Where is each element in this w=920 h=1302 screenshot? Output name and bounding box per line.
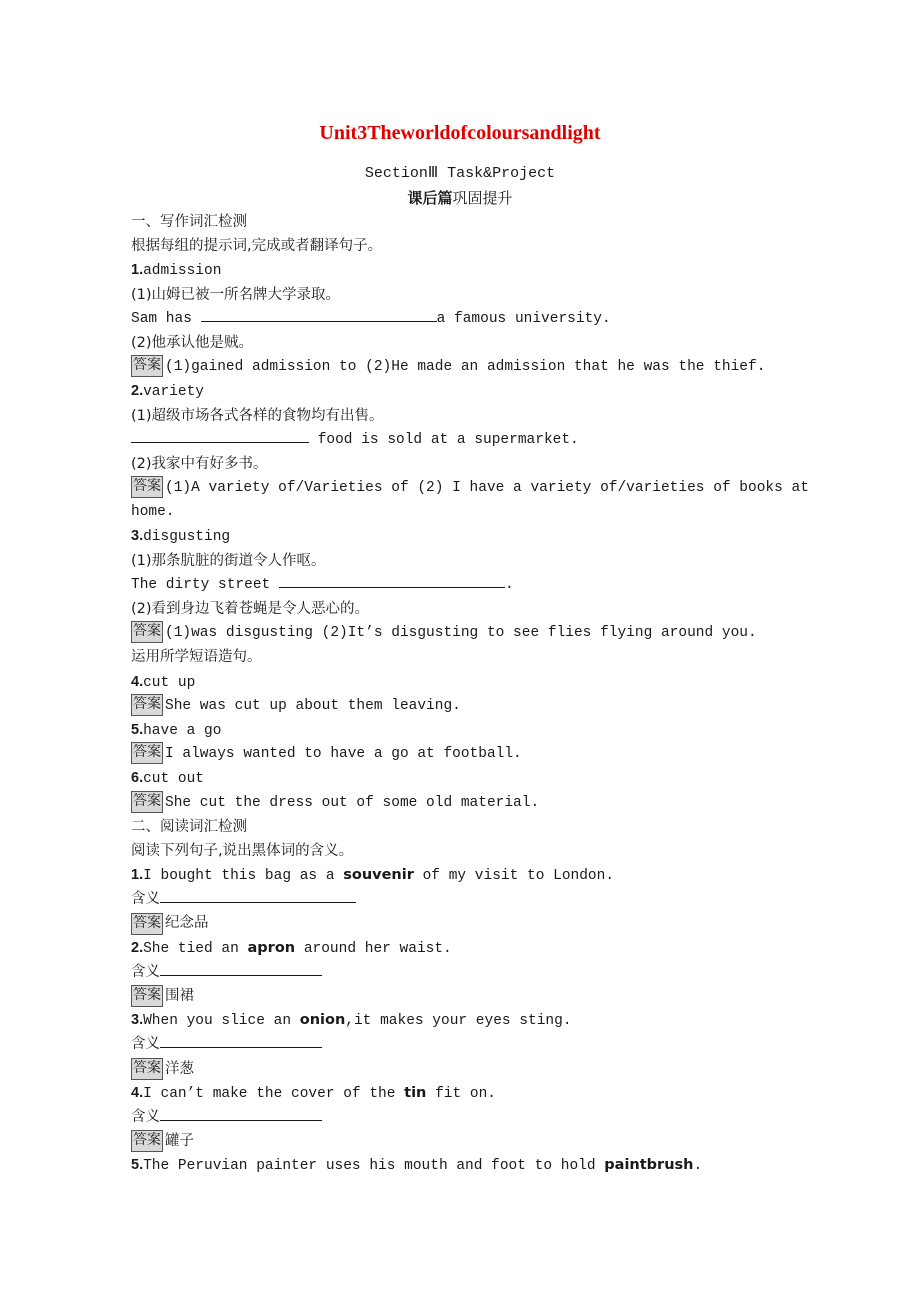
meaning-line xyxy=(131,887,791,911)
item-number: 3. xyxy=(131,1012,144,1029)
question-text: (1)超级市场各式各样的食物均有出售。 xyxy=(131,407,384,424)
sentence-part: When you slice an xyxy=(143,1013,300,1030)
meaning-line xyxy=(131,960,791,984)
phrase-word xyxy=(131,766,791,790)
sentence-part: . xyxy=(693,1158,703,1175)
sentence-part: I can’t make the cover of the xyxy=(143,1085,405,1102)
part1-heading: 一、写作词汇检测 xyxy=(131,214,247,230)
answer-text: (1)was disgusting (2)It’s disgusting to see flies flying around you. xyxy=(165,625,757,642)
answer-line xyxy=(131,791,791,815)
blank-line[interactable] xyxy=(160,961,322,976)
answer-text: 罐子 xyxy=(165,1133,194,1150)
answer-badge: 答案 xyxy=(131,791,163,813)
item-number: 2. xyxy=(131,939,144,956)
meaning-line xyxy=(131,1105,791,1129)
sentence-part: The Peruvian painter uses his mouth and foot to hold xyxy=(143,1158,605,1175)
sentence-part: ,it makes your eyes sting. xyxy=(345,1013,572,1030)
answer-text: 洋葱 xyxy=(165,1060,194,1077)
sentence-part: fit on. xyxy=(426,1085,496,1102)
keyword: souvenir xyxy=(343,867,414,884)
sentence-part: of my visit to London. xyxy=(413,868,615,885)
phrase: cut out xyxy=(143,771,205,788)
part2-heading: 二、阅读词汇检测 xyxy=(131,818,247,835)
reading-sentence xyxy=(131,1153,791,1177)
fill-sentence xyxy=(131,573,791,597)
blank-line[interactable] xyxy=(160,1033,322,1048)
answer-line xyxy=(131,355,791,379)
fill-sentence xyxy=(131,307,791,331)
answer-line xyxy=(131,476,809,500)
meaning-label: 含义 xyxy=(131,963,160,980)
fill-sentence xyxy=(131,428,791,452)
answer-text: I always wanted to have a go at football. xyxy=(165,746,522,763)
word: disgusting xyxy=(143,529,231,546)
reading-sentence xyxy=(131,936,791,960)
answer-badge: 答案 xyxy=(131,1130,163,1152)
word: variety xyxy=(143,384,205,401)
answer-text: She cut the dress out of some old material. xyxy=(165,794,540,811)
meaning-label: 含义 xyxy=(131,1036,160,1053)
item-number: 1. xyxy=(131,262,144,279)
vocab-word xyxy=(131,379,791,403)
question-text: (1)那条肮脏的街道令人作呕。 xyxy=(131,552,326,569)
answer-badge: 答案 xyxy=(131,985,163,1007)
answer-line xyxy=(131,911,791,935)
section-subtitle xyxy=(0,187,920,208)
reading-sentence xyxy=(131,1081,791,1105)
blank-line[interactable] xyxy=(279,573,505,588)
answer-badge: 答案 xyxy=(131,742,163,764)
keyword: onion xyxy=(299,1012,346,1029)
vocab-word xyxy=(131,258,791,282)
part1-instruction: 根据每组的提示词,完成或者翻译句子。 xyxy=(131,238,383,255)
phrase-instruction: 运用所学短语造句。 xyxy=(131,649,262,666)
question-text: (2)看到身边飞着苍蝇是令人恶心的。 xyxy=(131,601,370,617)
part2-instruction: 阅读下列句子,说出黑体词的含义。 xyxy=(131,842,354,859)
phrase-word xyxy=(131,670,791,694)
keyword: apron xyxy=(247,939,296,956)
subtitle-rest: 巩固提升 xyxy=(452,189,513,207)
answer-line xyxy=(131,1057,791,1081)
reading-sentence xyxy=(131,1008,791,1032)
blank-line[interactable] xyxy=(160,888,356,903)
sentence-part: She tied an xyxy=(143,940,248,957)
sentence-part: . xyxy=(504,576,514,593)
question-text: (1)山姆已被一所名牌大学录取。 xyxy=(131,286,341,303)
sentence-part: I bought this bag as a xyxy=(143,868,344,885)
sentence-part: Sam has xyxy=(131,310,201,327)
sentence-part: a famous university. xyxy=(436,310,611,327)
item-number: 4. xyxy=(131,1084,144,1101)
meaning-label: 含义 xyxy=(131,1108,160,1125)
item-number: 5. xyxy=(131,1157,144,1174)
word: admission xyxy=(143,263,222,280)
answer-text: (1)gained admission to (2)He made an admission that he was the thief. xyxy=(165,359,766,376)
answer-badge: 答案 xyxy=(131,913,163,935)
item-number: 1. xyxy=(131,867,144,884)
blank-line[interactable] xyxy=(131,428,309,443)
subtitle-bold: 课后篇 xyxy=(407,189,453,207)
answer-text: 围裙 xyxy=(165,988,194,1004)
sentence-part: The dirty street xyxy=(131,576,279,593)
answer-badge: 答案 xyxy=(131,694,163,716)
meaning-label: 含义 xyxy=(131,891,160,908)
vocab-word xyxy=(131,524,791,548)
question-text: (2)他承认他是贼。 xyxy=(131,334,254,351)
item-number: 4. xyxy=(131,673,144,690)
blank-line[interactable] xyxy=(201,307,437,322)
answer-continuation: home. xyxy=(131,504,175,521)
sentence-part: food is sold at a supermarket. xyxy=(309,431,579,448)
section-title: SectionⅢ Task&Project xyxy=(364,165,556,182)
item-number: 3. xyxy=(131,528,144,545)
keyword: paintbrush xyxy=(604,1157,694,1174)
sentence-part: around her waist. xyxy=(295,940,452,957)
answer-badge: 答案 xyxy=(131,621,163,643)
phrase-word xyxy=(131,718,791,742)
answer-badge: 答案 xyxy=(131,476,163,498)
answer-badge: 答案 xyxy=(131,1058,163,1080)
answer-line xyxy=(131,984,791,1008)
keyword: tin xyxy=(404,1084,427,1101)
item-number: 5. xyxy=(131,721,144,738)
meaning-line xyxy=(131,1032,791,1056)
phrase: have a go xyxy=(143,722,222,739)
answer-line xyxy=(131,621,791,645)
answer-badge: 答案 xyxy=(131,355,163,377)
answer-line xyxy=(131,742,791,766)
answer-text: (1)A variety of/Varieties of (2) I have a variety of/varieties of books at xyxy=(165,480,809,497)
reading-sentence xyxy=(131,863,791,887)
blank-line[interactable] xyxy=(160,1106,322,1121)
answer-line xyxy=(131,694,791,718)
phrase: cut up xyxy=(143,674,196,691)
answer-text: She was cut up about them leaving. xyxy=(165,697,461,714)
item-number: 2. xyxy=(131,383,144,400)
item-number: 6. xyxy=(131,770,144,787)
question-text: (2)我家中有好多书。 xyxy=(131,455,268,472)
answer-line xyxy=(131,1129,791,1153)
exercise-content xyxy=(131,210,809,1178)
answer-text: 纪念品 xyxy=(165,915,209,932)
page-title: Unit3Theworldofcoloursandlight xyxy=(319,122,601,144)
